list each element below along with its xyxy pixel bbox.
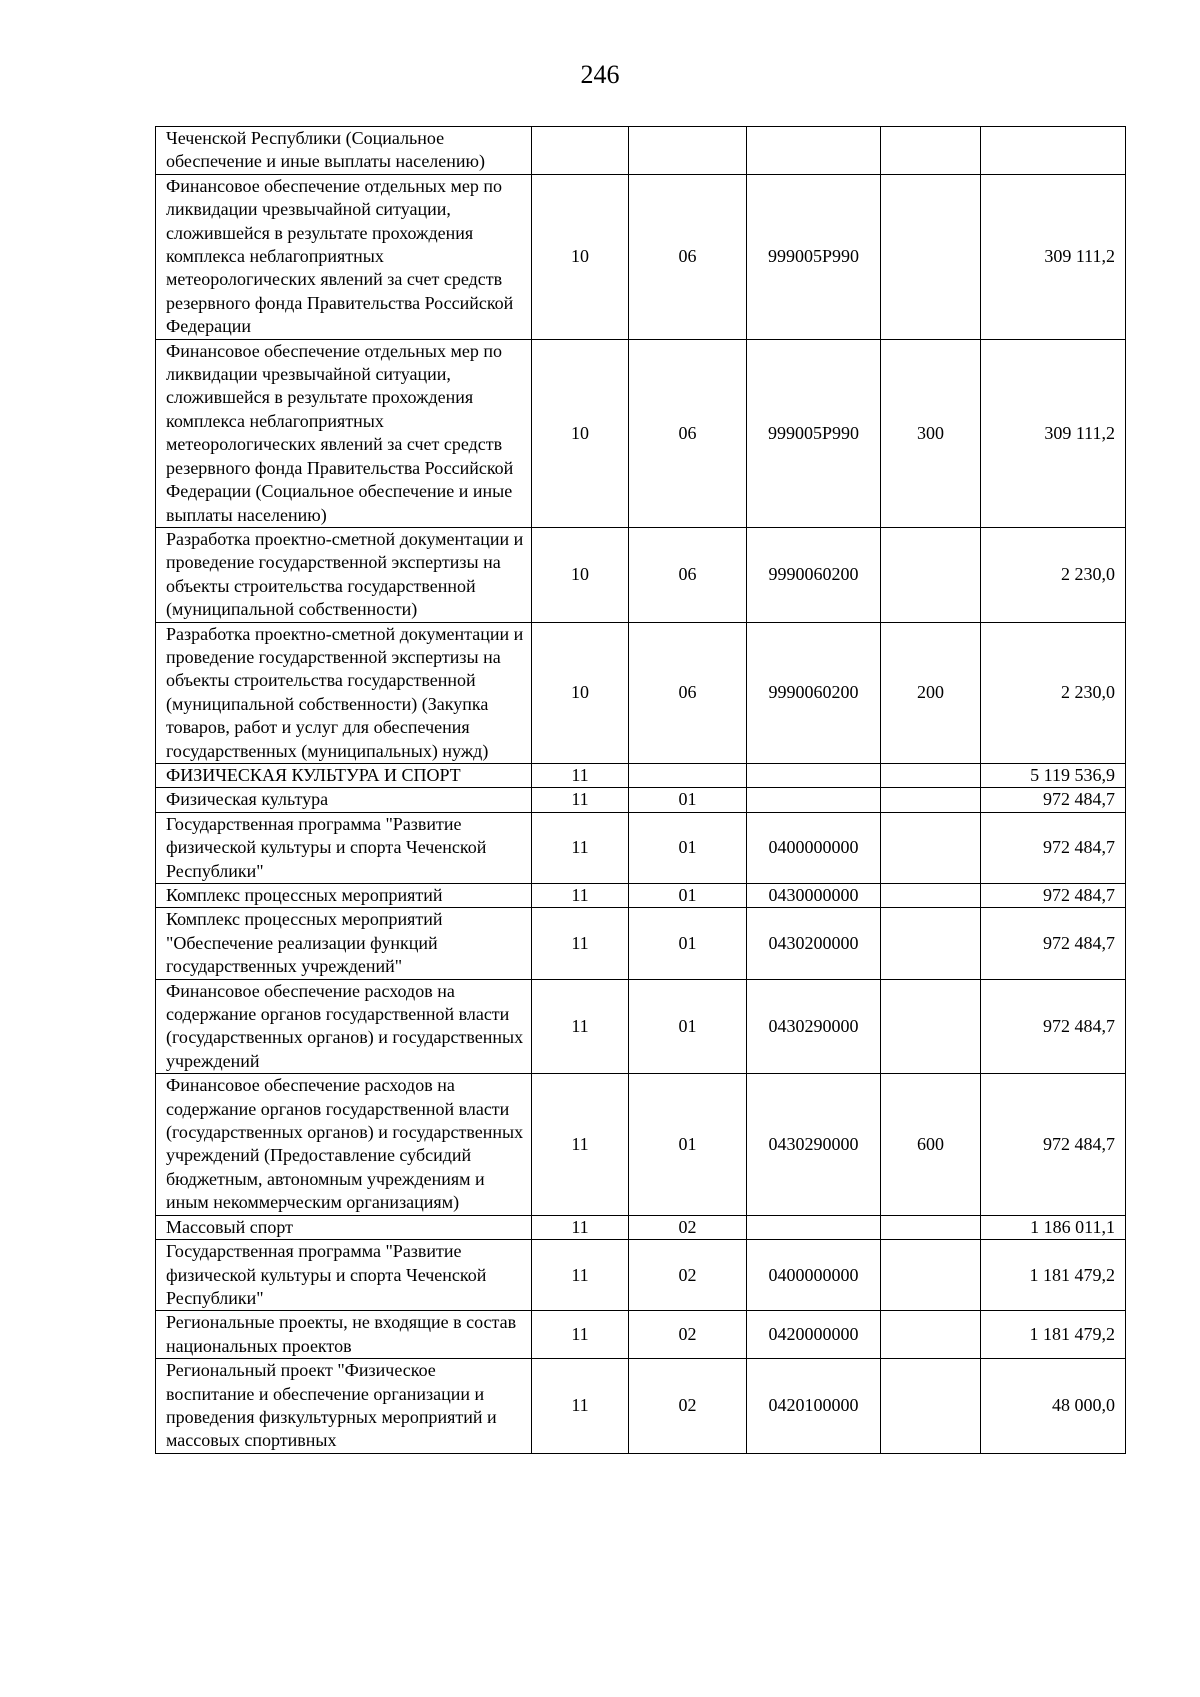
table-row	[156, 812, 1126, 883]
row-target-article: 0430290000	[747, 1074, 881, 1215]
row-name: Финансовое обеспечение расходов на содержание органов государственной власти (государственных органов) и государственных учреждений	[156, 979, 532, 1074]
row-target-article	[747, 1215, 881, 1239]
row-amount: 5 119 536,9	[981, 763, 1126, 787]
table-row	[156, 1215, 1126, 1239]
row-section: 11	[532, 979, 629, 1074]
row-target-article: 0430290000	[747, 979, 881, 1074]
row-subsection: 02	[629, 1359, 747, 1454]
row-expense-type	[881, 908, 981, 979]
row-expense-type	[881, 127, 981, 175]
table-row	[156, 1240, 1126, 1311]
row-section: 11	[532, 1359, 629, 1454]
row-section: 11	[532, 763, 629, 787]
row-target-article	[747, 763, 881, 787]
row-amount: 309 111,2	[981, 339, 1126, 527]
row-expense-type	[881, 1311, 981, 1359]
row-amount: 2 230,0	[981, 527, 1126, 622]
table-row	[156, 527, 1126, 622]
row-target-article	[747, 127, 881, 175]
row-subsection: 02	[629, 1311, 747, 1359]
row-target-article: 9990060200	[747, 527, 881, 622]
row-amount: 48 000,0	[981, 1359, 1126, 1454]
table-row	[156, 884, 1126, 908]
page-number: 246	[580, 60, 620, 89]
row-subsection: 06	[629, 527, 747, 622]
row-amount: 972 484,7	[981, 979, 1126, 1074]
row-name: Комплекс процессных мероприятий "Обеспечение реализации функций государственных учреждений"	[156, 908, 532, 979]
row-section: 11	[532, 1311, 629, 1359]
row-name: Региональный проект "Физическое воспитание и обеспечение организации и проведения физкультурных мероприятий и массовых спортивных	[156, 1359, 532, 1454]
row-amount: 2 230,0	[981, 622, 1126, 763]
table-row	[156, 174, 1126, 339]
row-subsection: 02	[629, 1215, 747, 1239]
row-name: Государственная программа "Развитие физической культуры и спорта Чеченской Республики"	[156, 1240, 532, 1311]
row-target-article: 0420000000	[747, 1311, 881, 1359]
row-expense-type	[881, 979, 981, 1074]
row-amount: 972 484,7	[981, 908, 1126, 979]
table-row	[156, 1311, 1126, 1359]
row-name: Массовый спорт	[156, 1215, 532, 1239]
row-subsection: 01	[629, 788, 747, 812]
row-name: Чеченской Республики (Социальное обеспечение и иные выплаты населению)	[156, 127, 532, 175]
row-subsection: 06	[629, 622, 747, 763]
row-section: 11	[532, 884, 629, 908]
row-name: Финансовое обеспечение расходов на содержание органов государственной власти (государственных органов) и государственных учреждений (Предоставление субсидий бюджетным, автономным учреждениям и иным некоммерческим организациям)	[156, 1074, 532, 1215]
row-amount: 972 484,7	[981, 788, 1126, 812]
row-expense-type	[881, 1215, 981, 1239]
row-expense-type	[881, 1359, 981, 1454]
row-expense-type	[881, 1240, 981, 1311]
row-target-article: 0420100000	[747, 1359, 881, 1454]
table-row	[156, 1359, 1126, 1454]
row-name: Физическая культура	[156, 788, 532, 812]
row-expense-type	[881, 174, 981, 339]
row-expense-type: 300	[881, 339, 981, 527]
row-amount: 1 181 479,2	[981, 1240, 1126, 1311]
row-expense-type	[881, 884, 981, 908]
row-section: 11	[532, 1215, 629, 1239]
row-name: Разработка проектно-сметной документации и проведение государственной экспертизы на объекты строительства государственной (муниципальной собственности) (Закупка товаров, работ и услуг для обеспечения государственных (муниципальных) нужд)	[156, 622, 532, 763]
row-section: 10	[532, 174, 629, 339]
row-section: 11	[532, 908, 629, 979]
table-row	[156, 763, 1126, 787]
row-section: 10	[532, 622, 629, 763]
row-target-article: 999005Р990	[747, 174, 881, 339]
row-section: 11	[532, 1074, 629, 1215]
row-target-article: 999005Р990	[747, 339, 881, 527]
row-amount: 972 484,7	[981, 1074, 1126, 1215]
row-amount: 972 484,7	[981, 812, 1126, 883]
row-subsection: 02	[629, 1240, 747, 1311]
row-subsection: 01	[629, 979, 747, 1074]
table-row	[156, 979, 1126, 1074]
row-subsection: 01	[629, 908, 747, 979]
table-row	[156, 622, 1126, 763]
row-target-article: 0400000000	[747, 812, 881, 883]
row-expense-type	[881, 812, 981, 883]
row-expense-type: 600	[881, 1074, 981, 1215]
row-amount: 1 181 479,2	[981, 1311, 1126, 1359]
table-row	[156, 908, 1126, 979]
table-row	[156, 339, 1126, 527]
row-target-article: 0430000000	[747, 884, 881, 908]
row-subsection	[629, 127, 747, 175]
row-subsection: 01	[629, 884, 747, 908]
row-name: Комплекс процессных мероприятий	[156, 884, 532, 908]
row-amount: 309 111,2	[981, 174, 1126, 339]
row-name: Разработка проектно-сметной документации и проведение государственной экспертизы на объекты строительства государственной (муниципальной собственности)	[156, 527, 532, 622]
row-target-article	[747, 788, 881, 812]
row-section: 11	[532, 1240, 629, 1311]
table-row	[156, 1074, 1126, 1215]
row-target-article: 9990060200	[747, 622, 881, 763]
row-expense-type: 200	[881, 622, 981, 763]
table-row	[156, 127, 1126, 175]
row-expense-type	[881, 527, 981, 622]
row-subsection: 01	[629, 812, 747, 883]
row-expense-type	[881, 763, 981, 787]
row-expense-type	[881, 788, 981, 812]
row-section: 10	[532, 527, 629, 622]
row-amount: 1 186 011,1	[981, 1215, 1126, 1239]
row-name: Государственная программа "Развитие физической культуры и спорта Чеченской Республики"	[156, 812, 532, 883]
row-section	[532, 127, 629, 175]
row-section: 10	[532, 339, 629, 527]
budget-table	[155, 126, 1126, 1454]
row-section: 11	[532, 788, 629, 812]
row-target-article: 0430200000	[747, 908, 881, 979]
row-subsection: 06	[629, 174, 747, 339]
row-target-article: 0400000000	[747, 1240, 881, 1311]
row-name: ФИЗИЧЕСКАЯ КУЛЬТУРА И СПОРТ	[156, 763, 532, 787]
row-name: Финансовое обеспечение отдельных мер по ликвидации чрезвычайной ситуации, сложившейся в результате прохождения комплекса неблагоприятных метеорологических явлений за счет средств резервного фонда Правительства Российской Федерации	[156, 174, 532, 339]
row-name: Региональные проекты, не входящие в состав национальных проектов	[156, 1311, 532, 1359]
row-amount: 972 484,7	[981, 884, 1126, 908]
row-amount	[981, 127, 1126, 175]
row-name: Финансовое обеспечение отдельных мер по ликвидации чрезвычайной ситуации, сложившейся в результате прохождения комплекса неблагоприятных метеорологических явлений за счет средств резервного фонда Правительства Российской Федерации (Социальное обеспечение и иные выплаты населению)	[156, 339, 532, 527]
row-subsection: 06	[629, 339, 747, 527]
row-subsection	[629, 763, 747, 787]
table-row	[156, 788, 1126, 812]
row-subsection: 01	[629, 1074, 747, 1215]
row-section: 11	[532, 812, 629, 883]
